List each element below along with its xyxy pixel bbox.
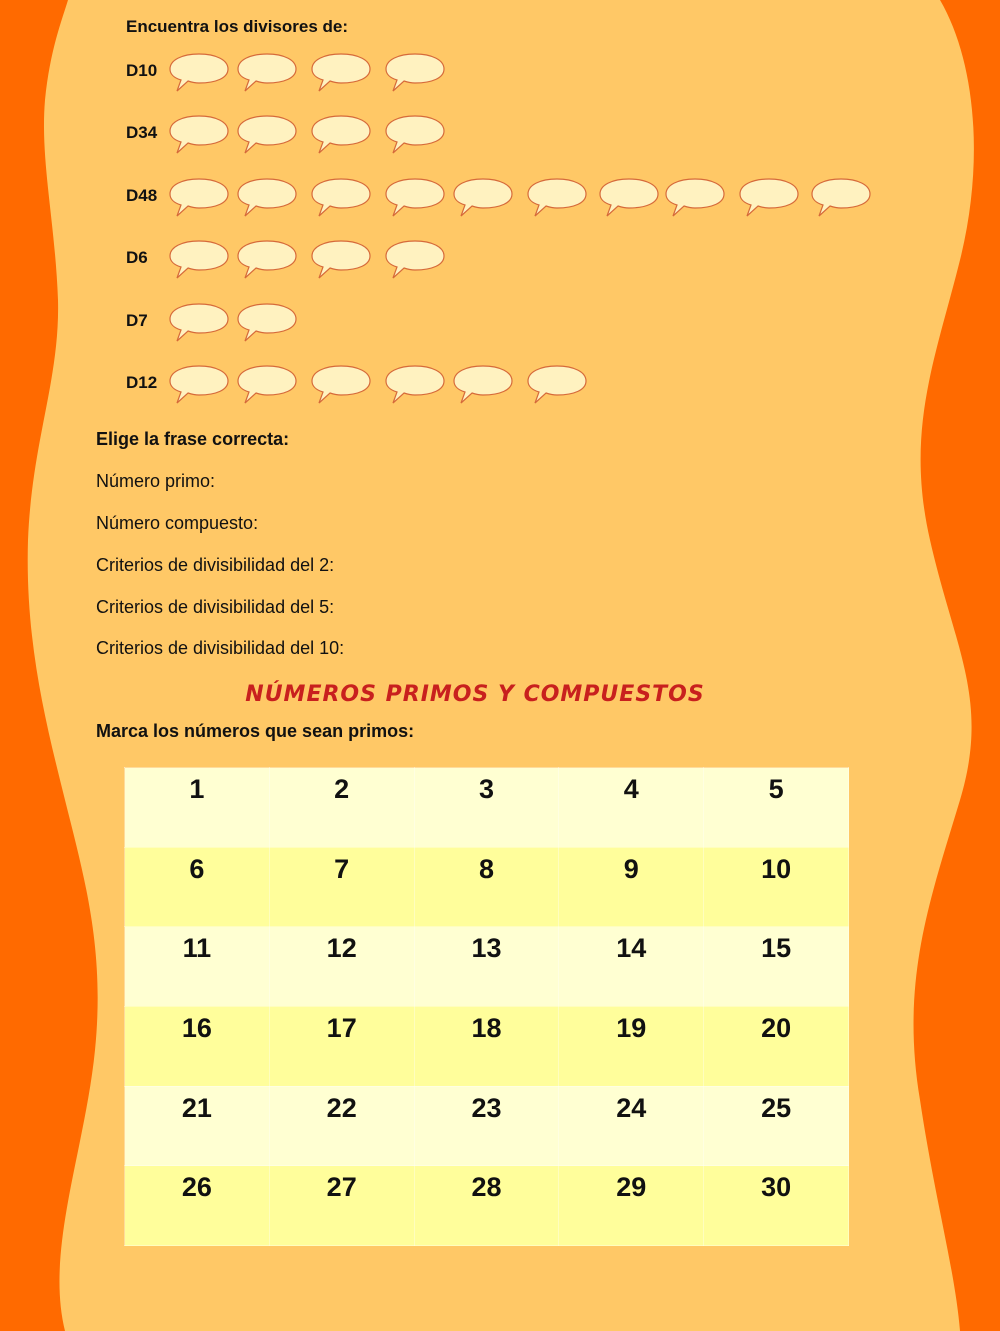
number-cell[interactable]: 5 [704,768,849,848]
answer-bubble[interactable] [236,113,298,157]
answer-bubble[interactable] [384,113,446,157]
number-cell[interactable]: 15 [704,927,849,1007]
answer-bubble[interactable] [664,176,726,220]
sentence-prompt: Número primo: [96,471,216,491]
divisors-heading: Encuentra los divisores de: [126,17,349,36]
divisor-label-d34: D34 [126,123,158,142]
number-cell[interactable]: 10 [704,847,849,927]
number-cell[interactable]: 30 [704,1166,849,1246]
answer-bubble[interactable] [310,363,372,407]
answer-bubble[interactable] [310,113,372,157]
section-title-primes: NÚMEROS PRIMOS Y COMPUESTOS [245,682,705,707]
number-cell[interactable]: 3 [414,768,559,848]
number-cell[interactable]: 19 [559,1006,704,1086]
number-cell[interactable]: 26 [125,1166,270,1246]
answer-bubble[interactable] [168,238,230,282]
grid-row [125,1006,849,1086]
number-cell[interactable]: 9 [559,847,704,927]
answer-bubble[interactable] [168,363,230,407]
sentence-prompt: Criterios de divisibilidad del 5: [96,597,335,617]
grid-row [125,768,849,848]
answer-bubble[interactable] [384,176,446,220]
answer-bubble[interactable] [526,176,588,220]
answer-bubble[interactable] [310,238,372,282]
answer-bubble[interactable] [452,363,514,407]
answer-bubble[interactable] [310,176,372,220]
answer-bubble[interactable] [236,301,298,345]
sentence-prompt: Criterios de divisibilidad del 2: [96,555,335,575]
number-cell[interactable]: 11 [125,927,270,1007]
number-cell[interactable]: 17 [269,1006,414,1086]
number-cell[interactable]: 24 [559,1086,704,1166]
number-cell[interactable]: 4 [559,768,704,848]
divisor-label-d12: D12 [126,373,158,392]
answer-bubble[interactable] [236,238,298,282]
answer-bubble[interactable] [168,51,230,95]
answer-bubble[interactable] [310,51,372,95]
number-cell[interactable]: 25 [704,1086,849,1166]
number-cell[interactable]: 21 [125,1086,270,1166]
answer-bubble[interactable] [236,51,298,95]
answer-bubble[interactable] [598,176,660,220]
number-cell[interactable]: 18 [414,1006,559,1086]
divisor-label-d10: D10 [126,61,158,80]
divisor-label-d48: D48 [126,186,158,205]
answer-bubble[interactable] [168,113,230,157]
answer-bubble[interactable] [236,176,298,220]
number-cell[interactable]: 27 [269,1166,414,1246]
grid-row [125,1086,849,1166]
divisor-label-d6: D6 [126,248,148,267]
number-cell[interactable]: 14 [559,927,704,1007]
answer-bubble[interactable] [526,363,588,407]
sentences-heading: Elige la frase correcta: [96,429,290,449]
answer-bubble[interactable] [168,301,230,345]
number-cell[interactable]: 23 [414,1086,559,1166]
number-cell[interactable]: 22 [269,1086,414,1166]
number-cell[interactable]: 13 [414,927,559,1007]
answer-bubble[interactable] [452,176,514,220]
number-cell[interactable]: 20 [704,1006,849,1086]
number-grid [124,767,849,1246]
sentence-prompt: Criterios de divisibilidad del 10: [96,638,345,658]
grid-row [125,847,849,927]
answer-bubble[interactable] [810,176,872,220]
answer-bubble[interactable] [384,238,446,282]
answer-bubble[interactable] [384,363,446,407]
number-cell[interactable]: 2 [269,768,414,848]
number-cell[interactable]: 6 [125,847,270,927]
number-cell[interactable]: 12 [269,927,414,1007]
number-cell[interactable]: 1 [125,768,270,848]
number-cell[interactable]: 7 [269,847,414,927]
number-cell[interactable]: 28 [414,1166,559,1246]
sentence-prompt: Número compuesto: [96,513,259,533]
number-cell[interactable]: 8 [414,847,559,927]
answer-bubble[interactable] [236,363,298,407]
number-cell[interactable]: 16 [125,1006,270,1086]
grid-row [125,1166,849,1246]
answer-bubble[interactable] [168,176,230,220]
grid-row [125,927,849,1007]
answer-bubble[interactable] [384,51,446,95]
answer-bubble[interactable] [738,176,800,220]
number-cell[interactable]: 29 [559,1166,704,1246]
divisor-label-d7: D7 [126,311,148,330]
primes-instruction: Marca los números que sean primos: [96,721,415,741]
